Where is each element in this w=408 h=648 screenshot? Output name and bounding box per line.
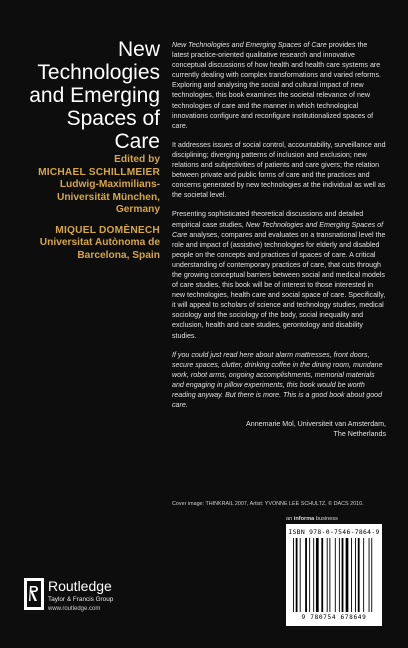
barcode-bars (293, 538, 375, 614)
blurb-paragraph: New Technologies and Emerging Spaces of Care provides the latest practice-oriented qualitative research and innovative conceptual discussions of how health and health care systems are currently dealing with complex transformations and varied reforms. Exploring and analysing the social and cultural impact of new technologies, this book examines the societal relevance of new technologies of care and the manner in which technological innovations configure and reconfigure institutionalized spaces of care. (172, 41, 381, 130)
blurb-text (172, 40, 386, 439)
informa-business-label: an informa business (286, 516, 338, 522)
editor-affiliation: Universitat Autònoma de (39, 237, 160, 248)
editor-name: MICHAEL SCHILLMEIER (38, 166, 160, 178)
editors-block (10, 154, 160, 262)
book-title-italic: New Technologies and Emerging Spaces of Care (172, 220, 384, 239)
editor-affiliation: Barcelona, Spain (77, 249, 160, 261)
editor-affiliation: Universität München, (56, 191, 160, 203)
book-title-italic: New Technologies and Emerging Spaces of Care (172, 41, 327, 49)
routledge-logo-icon (24, 578, 44, 610)
title-line: Spaces of (66, 107, 160, 130)
title-line: Technologies (37, 61, 160, 84)
isbn-barcode (286, 524, 382, 626)
review-attribution: Annemarie Mol, Universiteit van Amsterdam, The Netherlands (246, 420, 386, 439)
title-line: New (117, 38, 160, 61)
title-line: Care (114, 130, 160, 153)
edited-by-label: Edited by (114, 154, 160, 165)
publisher-group: Taylor & Francis Group (48, 596, 114, 603)
editor-name: MIQUEL DOMÈNECH (55, 224, 160, 236)
blurb-paragraph: It addresses issues of social control, accountability, surveillance and disciplining; diverging patterns of inclusion and exclusion; new relations and subjectivities of patients and care givers; the relation between private and public forms of care and the practices and concerns generated by new technologies at the individual as well as the societal level. (172, 140, 386, 200)
isbn-number: ISBN 978-0-7546-7864-9 (288, 528, 380, 536)
book-title (10, 38, 160, 153)
title-line: and Emerging (29, 84, 160, 107)
barcode-digits: 9 780754 678649 (301, 614, 367, 621)
publisher-name: Routledge (48, 578, 112, 594)
editor-affiliation: Ludwig-Maximilians- (59, 179, 160, 190)
editor-affiliation: Germany (115, 204, 160, 215)
cover-image-credit: Cover image: THINKRAIL 2007, Artist: YVONNE LEE SCHULTZ, © DACS 2010. (172, 501, 364, 507)
publisher-url[interactable]: www.routledge.com (48, 606, 101, 612)
blurb-paragraph: Presenting sophisticated theoretical discussions and detailed empirical case studies, New Technologies and Emerging Spaces of Care analyses, compares and evaluates on a transnational level the role and impact of (assistive) technologies for elderly and disabled people on the concepts and practices of spaces of care. A critical understanding of contemporary practices of care, that cuts through the growing conceptual barriers between social and medical models of care studies, this book will be of interest to those interested in new technologies, health care and social space of care. Specifically, it will appeal to scholars of science and technology studies, medical sociology and the sociology of the body, social inequality and exclusion, health and care studies, gerontology and disability studies. (172, 210, 386, 340)
review-quote: If you could just read here about alarm mattresses, front doors, secure spaces, clutter, drinking coffee in the dining room, mundane work, robot arms, ongoing accomplishments, memorial materials and engaging in pillow experiments, this book would be worth reading anyway. But there is more. This is a good book about good care. (172, 350, 383, 410)
